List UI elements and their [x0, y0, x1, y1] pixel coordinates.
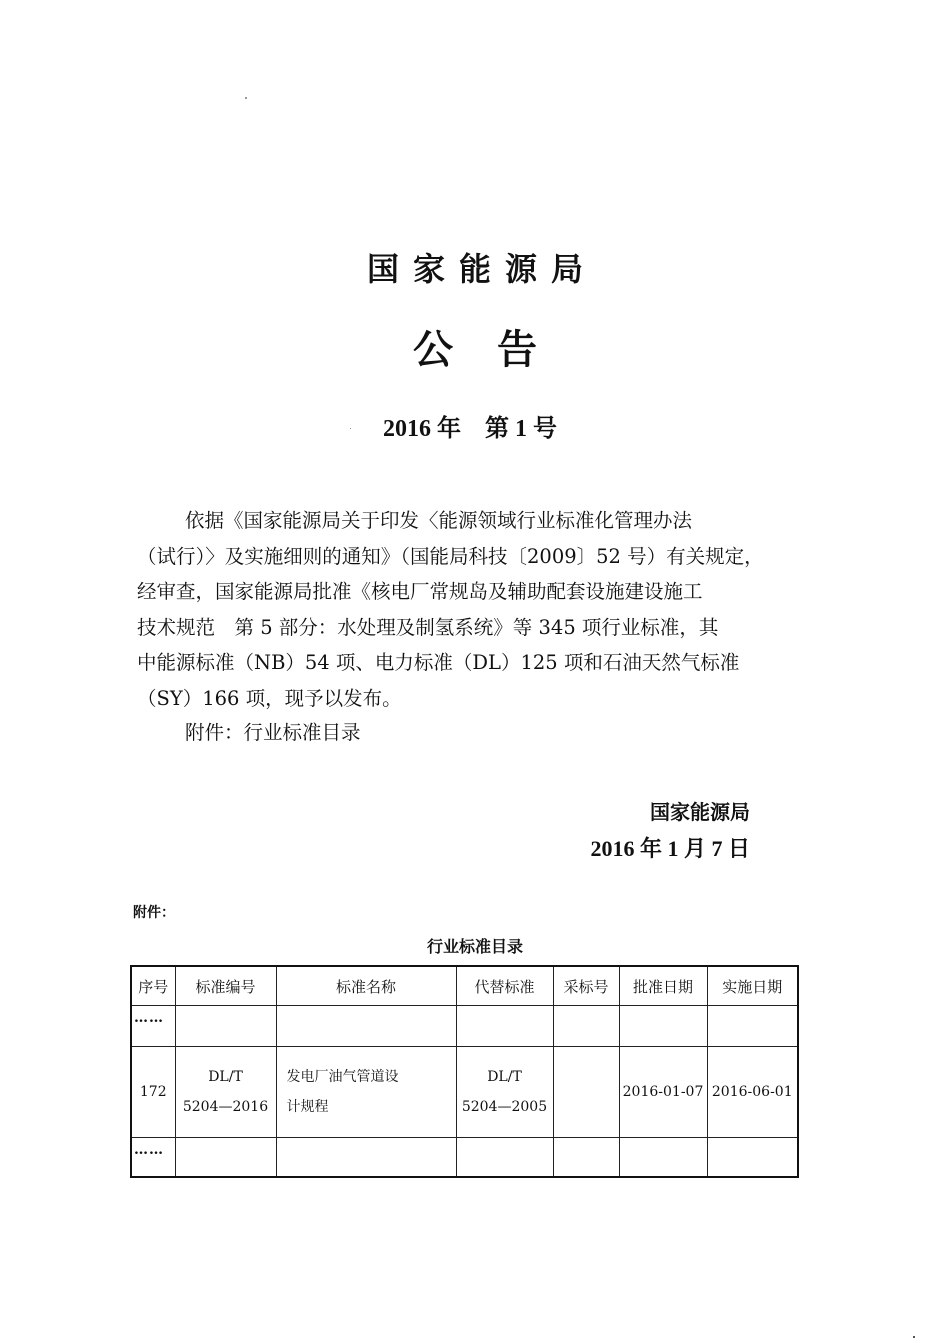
table-row-ellipsis [131, 1006, 798, 1047]
col-header-approval-date: 批准日期 [619, 966, 707, 1006]
cell-code [175, 1047, 276, 1138]
body-line: 依据《国家能源局关于印发〈能源领域行业标准化管理办法 [185, 509, 693, 532]
body-line: （SY）166 项，现予以发布。 [137, 686, 402, 710]
notice-body [137, 503, 807, 716]
cell-seq: 172 [131, 1047, 175, 1138]
cell-approval-date: 2016-01-07 [619, 1047, 707, 1138]
col-header-effective-date: 实施日期 [707, 966, 798, 1006]
cell-replaces [456, 1047, 553, 1138]
body-line: 中能源标准（NB）54 项、电力标准（DL）125 项和石油天然气标准 [137, 651, 740, 674]
cell-replaces-line1: DL/T [487, 1069, 522, 1085]
col-header-adoption: 采标号 [553, 966, 619, 1006]
attachment-label: 附件： [133, 905, 175, 921]
body-line: （试行）〉及实施细则的通知》（国能局科技〔2009〕52 号）有关规定， [137, 544, 764, 568]
attachment-reference: 附件：行业标准目录 [185, 721, 361, 744]
scan-speck [913, 1336, 915, 1338]
table-row [131, 1047, 798, 1138]
table-row-ellipsis [131, 1138, 798, 1178]
body-line: 技术规范 第 5 部分：水处理及制氢系统》等 345 项行业标准，其 [137, 615, 719, 639]
cell-code-line1: DL/T [208, 1069, 243, 1085]
col-header-seq: 序号 [131, 966, 175, 1006]
col-header-code: 标准编号 [175, 966, 276, 1006]
cell-replaces-line2: 5204—2005 [461, 1099, 548, 1115]
notice-title: 公告 [413, 327, 581, 373]
cell-code-line2: 5204—2016 [182, 1099, 269, 1115]
cell-effective-date: 2016-06-01 [707, 1047, 798, 1138]
signature-org: 国家能源局 [650, 800, 750, 824]
agency-title: 国家能源局 [366, 250, 597, 288]
cell-adoption [553, 1047, 619, 1138]
table-header-row [131, 966, 798, 1006]
col-header-name: 标准名称 [276, 966, 456, 1006]
table-title: 行业标准目录 [426, 937, 523, 956]
signature-date: 2016 年 1 月 7 日 [590, 836, 750, 861]
scan-speck [350, 428, 351, 429]
standards-table [130, 965, 799, 1178]
scan-speck [245, 97, 247, 99]
cell-name [276, 1047, 456, 1138]
notice-number: 2016 年 第 1 号 [383, 416, 557, 442]
body-line: 经审查，国家能源局批准《核电厂常规岛及辅助配套设施建设施工 [137, 580, 703, 603]
cell-name-line2: 计规程 [286, 1099, 329, 1115]
ellipsis-cell: …… [131, 1006, 175, 1047]
cell-name-line1: 发电厂油气管道设 [286, 1069, 399, 1085]
col-header-replaces: 代替标准 [456, 966, 553, 1006]
ellipsis-cell: …… [131, 1138, 175, 1178]
